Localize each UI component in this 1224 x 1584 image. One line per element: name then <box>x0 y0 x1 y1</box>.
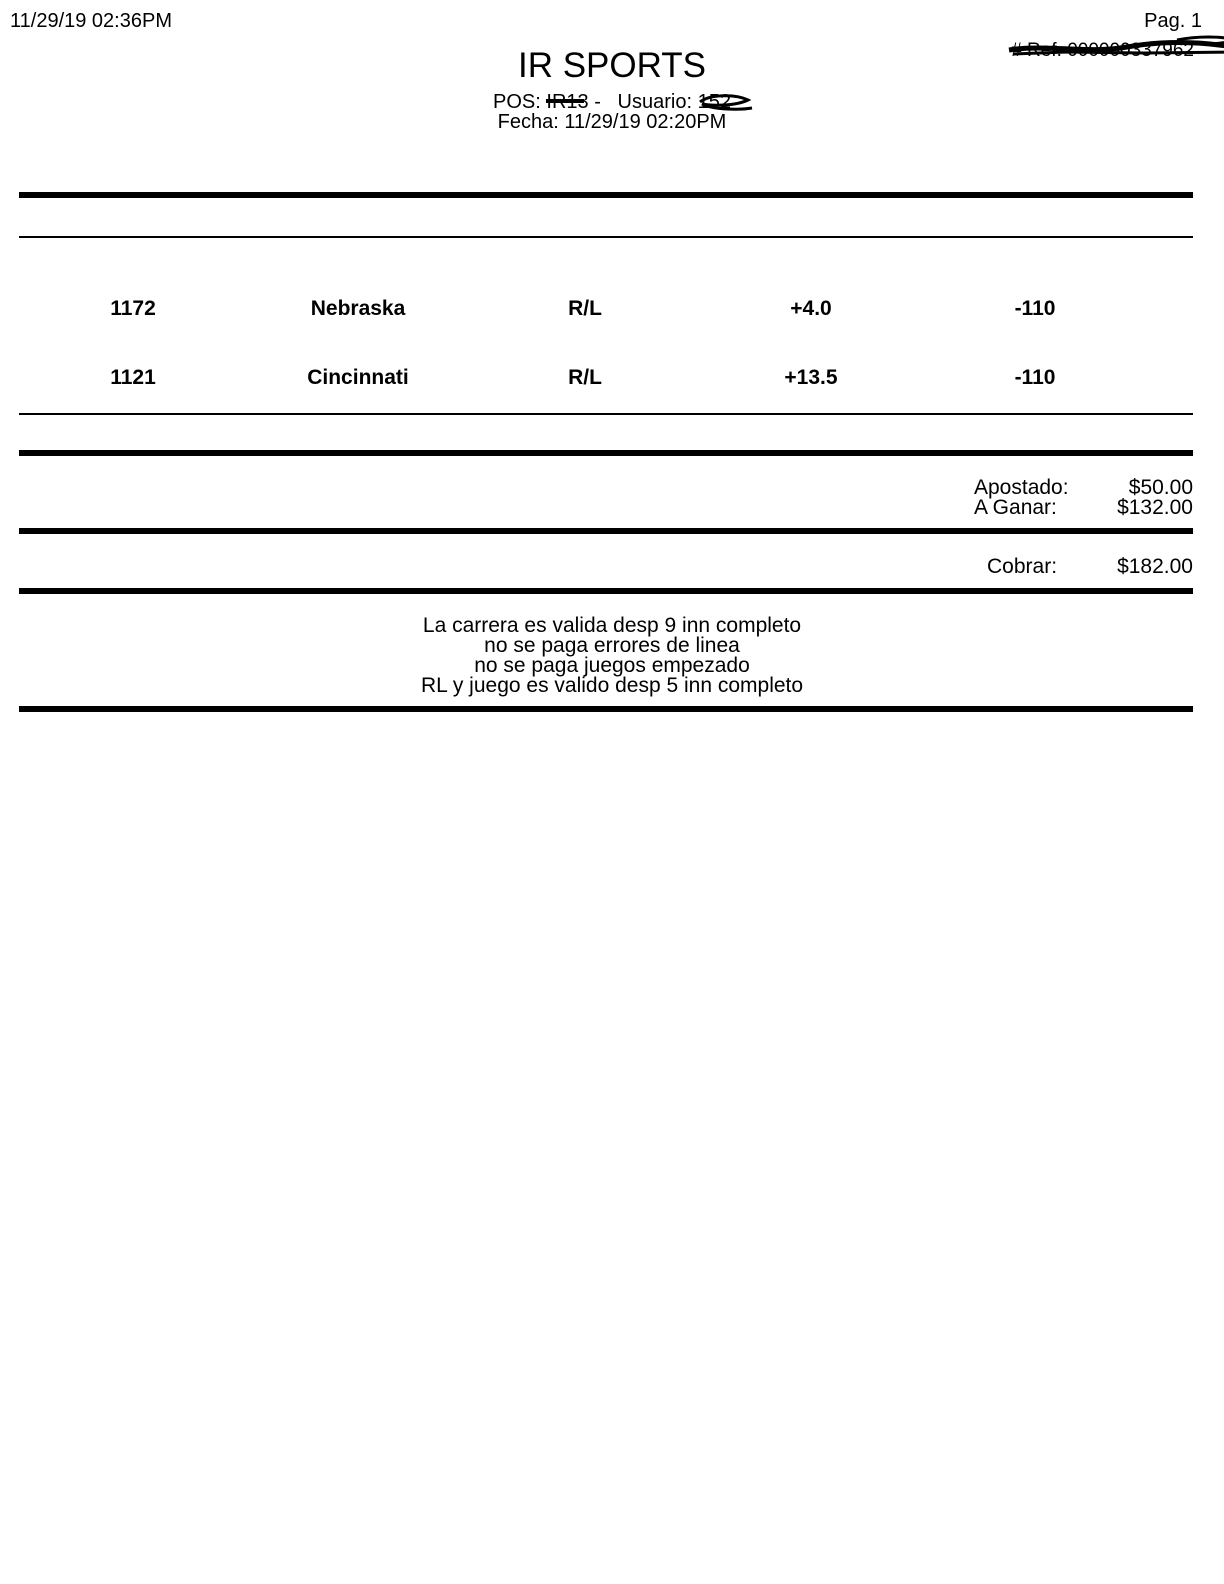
ganar-value: $132.00 <box>1117 496 1193 519</box>
divider-thick <box>19 192 1193 198</box>
company-title: IR SPORTS <box>517 46 706 85</box>
table-row <box>0 366 1224 396</box>
print-datetime: 11/29/19 02:36PM <box>10 10 172 32</box>
house-rules <box>0 616 1224 696</box>
ref-value: 000000337962 <box>1067 40 1194 61</box>
rule-line: no se paga errores de linea <box>484 634 740 657</box>
apostado-value: $50.00 <box>1128 476 1193 499</box>
rule-line: RL y juego es valido desp 5 inn completo <box>420 674 804 697</box>
separator: - <box>594 91 601 113</box>
redaction-scribble <box>544 92 590 112</box>
bet-line: +4.0 <box>790 297 832 320</box>
fecha-label: Fecha: <box>497 111 559 133</box>
divider-thick <box>19 588 1193 594</box>
team-name: Nebraska <box>310 297 406 320</box>
rule-line: no se paga juegos empezado <box>474 654 750 677</box>
apostado-label: Apostado: <box>974 476 1069 499</box>
fecha-value: 11/29/19 02:20PM <box>564 111 727 133</box>
usuario-label: Usuario: <box>617 91 693 113</box>
cobrar-value: $182.00 <box>1117 555 1193 578</box>
page-number: Pag. 1 <box>1144 10 1202 32</box>
divider-thin <box>19 236 1193 238</box>
divider-thick <box>19 706 1193 712</box>
bet-odds: -110 <box>1014 366 1056 389</box>
ganar-label: A Ganar: <box>974 496 1057 519</box>
bet-type: R/L <box>568 297 602 320</box>
fecha-line <box>0 112 1224 132</box>
divider-thin <box>19 413 1193 415</box>
ref-label: # Ref. <box>1011 40 1062 61</box>
rotation-number: 1172 <box>110 297 156 320</box>
usuario-value: 152 <box>698 92 731 112</box>
rotation-number: 1121 <box>110 366 156 389</box>
rule-line: La carrera es valida desp 9 inn completo <box>422 614 802 637</box>
pos-label: POS: <box>493 91 541 113</box>
pos-user-line <box>0 92 1224 112</box>
bet-type: R/L <box>568 366 602 389</box>
team-name: Cincinnati <box>307 366 409 389</box>
divider-thick <box>19 528 1193 534</box>
table-row <box>0 297 1224 327</box>
pos-value: IR13 <box>546 91 589 113</box>
divider-thick <box>19 450 1193 456</box>
bet-line: +13.5 <box>784 366 838 389</box>
cobrar-label: Cobrar: <box>987 555 1058 578</box>
bet-odds: -110 <box>1014 297 1056 320</box>
